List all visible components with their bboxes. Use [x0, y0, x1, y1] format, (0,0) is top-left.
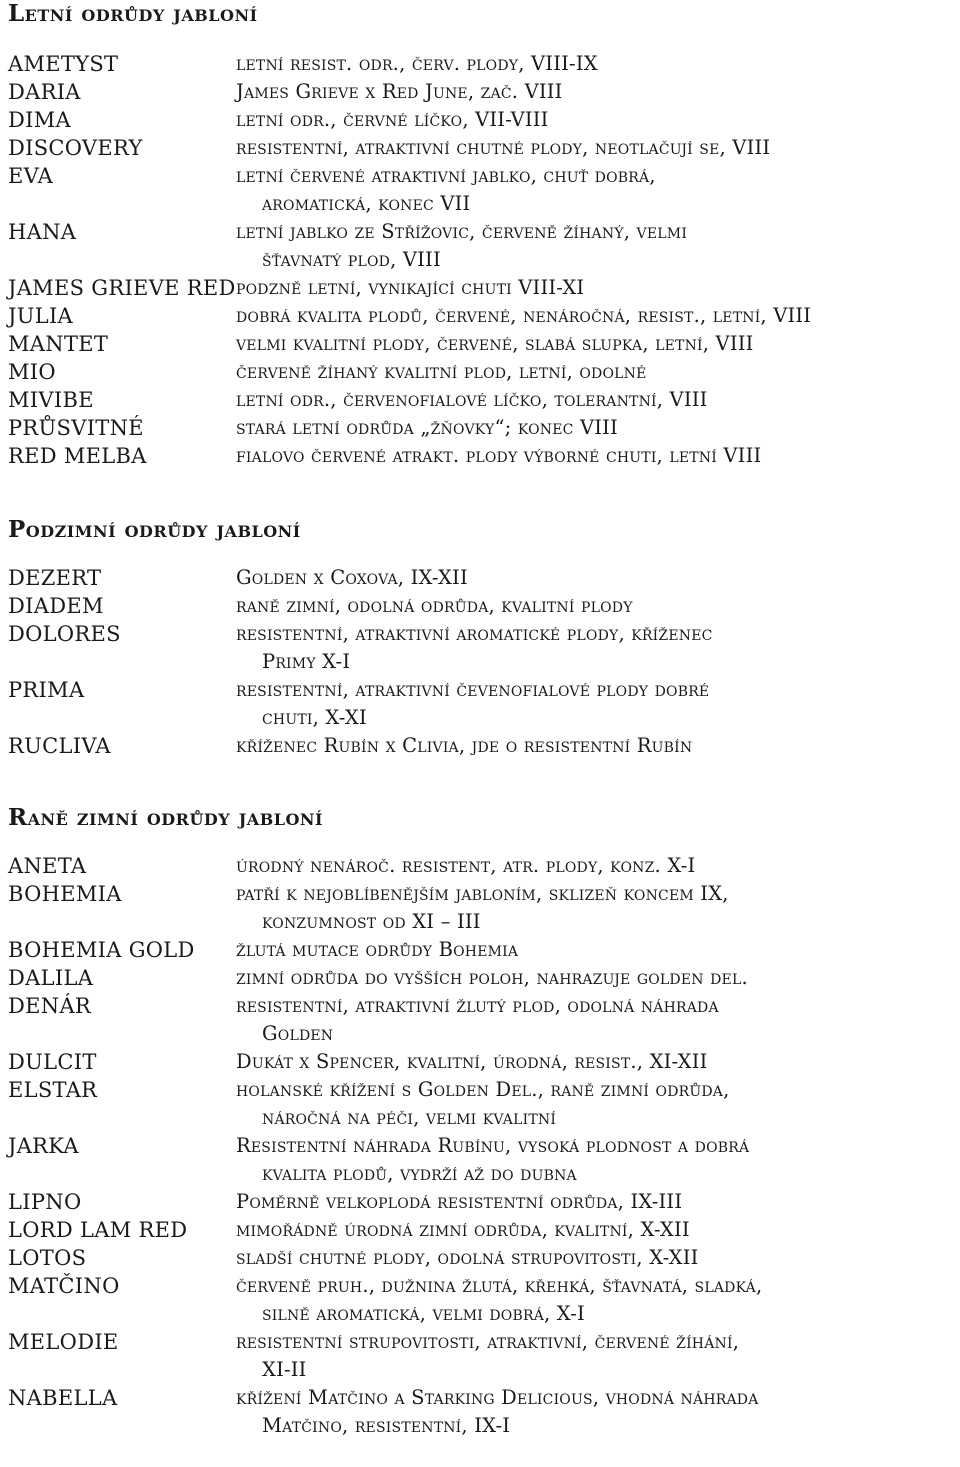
description-line: Poměrně velkoplodá resistentní odrůda, IX-III — [236, 1190, 683, 1213]
variety-name: LIPNO — [8, 1190, 82, 1214]
description-line: aromatická, konec VII — [262, 192, 471, 215]
variety-description — [236, 106, 958, 134]
description-line: letní resist. odr., červ. plody, VIII-IX — [236, 52, 598, 75]
description-line: raně zimní, odolná odrůda, kvalitní plody — [236, 594, 633, 617]
variety-name: JULIA — [8, 304, 74, 328]
variety-description — [236, 442, 958, 470]
variety-name: LORD LAM RED — [8, 1218, 188, 1242]
variety-entry — [8, 1216, 960, 1244]
variety-description — [236, 1328, 958, 1384]
description-line: James Grieve x Red June, zač. VIII — [236, 80, 563, 103]
variety-entry — [8, 386, 960, 414]
description-line: resistentní, atraktivní chutné plody, neotlačují se, VIII — [236, 136, 771, 159]
variety-name: EVA — [8, 164, 54, 188]
variety-name: PRŮSVITNÉ — [8, 416, 144, 440]
variety-name: DIADEM — [8, 594, 104, 618]
variety-name: ELSTAR — [8, 1078, 98, 1102]
variety-entry — [8, 1384, 960, 1440]
variety-entry — [8, 358, 960, 386]
variety-description — [236, 1076, 958, 1132]
variety-entry — [8, 620, 960, 676]
variety-description — [236, 732, 958, 760]
variety-entry — [8, 1328, 960, 1384]
variety-description — [236, 992, 958, 1048]
variety-description — [236, 620, 958, 676]
description-line: křížení Matčino a Starking Delicious, vhodná náhrada — [236, 1386, 759, 1409]
variety-description — [236, 964, 958, 992]
variety-entry — [8, 218, 960, 274]
description-line: holanské křížení s Golden Del., raně zimní odrůda, — [236, 1078, 730, 1101]
variety-description — [236, 330, 958, 358]
description-line: kvalita plodů, vydrží až do dubna — [262, 1162, 577, 1185]
section-autumn-varieties — [8, 516, 960, 760]
variety-description — [236, 162, 958, 218]
variety-name: AMETYST — [8, 52, 119, 76]
variety-description — [236, 274, 958, 302]
variety-list — [8, 852, 960, 1440]
variety-description — [236, 1244, 958, 1272]
variety-entry — [8, 414, 960, 442]
variety-entry — [8, 936, 960, 964]
variety-description — [236, 1132, 958, 1188]
description-line: Dukát x Spencer, kvalitní, úrodná, resist., XI-XII — [236, 1050, 708, 1073]
variety-list — [8, 50, 960, 470]
variety-name: MATČINO — [8, 1274, 120, 1298]
description-line: kříženec Rubín x Clivia, jde o resistentní Rubín — [236, 734, 693, 757]
variety-description — [236, 134, 958, 162]
variety-description — [236, 592, 958, 620]
variety-description — [236, 218, 958, 274]
description-line: letní odr., červné líčko, VII-VIII — [236, 108, 549, 131]
section-summer-varieties — [8, 0, 960, 470]
variety-entry — [8, 442, 960, 470]
section-title: Raně zimní odrůdy jabloní — [8, 804, 324, 831]
variety-entry — [8, 78, 960, 106]
variety-description — [236, 1048, 958, 1076]
variety-list — [8, 564, 960, 760]
description-line: resistentní, atraktivní aromatické plody, kříženec — [236, 622, 713, 645]
variety-name: DEZERT — [8, 566, 102, 590]
description-line: XI-II — [262, 1358, 307, 1381]
description-line: silně aromatická, velmi dobrá, X-I — [262, 1302, 585, 1325]
variety-name: MIVIBE — [8, 388, 94, 412]
description-line: velmi kvalitní plody, červené, slabá slupka, letní, VIII — [236, 332, 754, 355]
description-line: fialovo červené atrakt. plody výborné chuti, letní VIII — [236, 444, 762, 467]
variety-entry — [8, 592, 960, 620]
variety-entry — [8, 1244, 960, 1272]
description-line: Golden x Coxova, IX-XII — [236, 566, 468, 589]
variety-entry — [8, 880, 960, 936]
variety-name: DISCOVERY — [8, 136, 143, 160]
description-line: náročná na péči, velmi kvalitní — [262, 1106, 557, 1129]
description-line: chuti, X-XI — [262, 706, 367, 729]
variety-description — [236, 1272, 958, 1328]
description-line: podzně letní, vynikající chuti VIII-XI — [236, 276, 585, 299]
variety-description — [236, 852, 958, 880]
variety-entry — [8, 1076, 960, 1132]
description-line: letní odr., červenofialové líčko, tolerantní, VIII — [236, 388, 708, 411]
variety-description — [236, 936, 958, 964]
description-line: sladší chutné plody, odolná strupovitosti, X-XII — [236, 1246, 699, 1269]
variety-entry — [8, 1132, 960, 1188]
variety-entry — [8, 1188, 960, 1216]
variety-name: JARKA — [8, 1134, 79, 1158]
description-line: konzumnost od XI – III — [262, 910, 481, 933]
description-line: dobrá kvalita plodů, červené, nenáročná, resist., letní, VIII — [236, 304, 812, 327]
description-line: šťavnatý plod, VIII — [262, 248, 441, 271]
description-line: Primy X-I — [262, 650, 351, 673]
description-line: zimní odrůda do vyšších poloh, nahrazuje golden del. — [236, 966, 748, 989]
variety-entry — [8, 852, 960, 880]
variety-name: HANA — [8, 220, 77, 244]
variety-description — [236, 414, 958, 442]
variety-name: DALILA — [8, 966, 94, 990]
variety-name: JAMES GRIEVE RED — [8, 276, 236, 300]
description-line: mimořádně úrodná zimní odrůda, kvalitní, X-XII — [236, 1218, 690, 1241]
description-line: Resistentní náhrada Rubínu, vysoká plodnost a dobrá — [236, 1134, 750, 1157]
variety-name: BOHEMIA GOLD — [8, 938, 195, 962]
variety-name: DULCIT — [8, 1050, 97, 1074]
variety-name: DOLORES — [8, 622, 121, 646]
variety-description — [236, 1384, 958, 1440]
variety-description — [236, 1188, 958, 1216]
variety-entry — [8, 732, 960, 760]
variety-entry — [8, 50, 960, 78]
variety-description — [236, 78, 958, 106]
variety-entry — [8, 676, 960, 732]
description-line: žlutá mutace odrůdy Bohemia — [236, 938, 519, 961]
variety-entry — [8, 1048, 960, 1076]
variety-description — [236, 386, 958, 414]
description-line: červeně žíhaný kvalitní plod, letní, odolné — [236, 360, 647, 383]
variety-description — [236, 880, 958, 936]
variety-entry — [8, 134, 960, 162]
variety-entry — [8, 992, 960, 1048]
variety-description — [236, 358, 958, 386]
variety-description — [236, 50, 958, 78]
variety-entry — [8, 1272, 960, 1328]
variety-description — [236, 1216, 958, 1244]
description-line: letní jablko ze Střížovic, červeně žíhaný, velmi — [236, 220, 688, 243]
variety-name: BOHEMIA — [8, 882, 122, 906]
variety-name: MIO — [8, 360, 56, 384]
variety-name: PRIMA — [8, 678, 85, 702]
description-line: stará letní odrůda „žňovky“; konec VIII — [236, 416, 618, 439]
variety-description — [236, 302, 958, 330]
variety-name: DARIA — [8, 80, 81, 104]
variety-name: RUCLIVA — [8, 734, 111, 758]
section-title: Letní odrůdy jabloní — [8, 0, 258, 27]
variety-name: RED MELBA — [8, 444, 147, 468]
description-line: letní červené atraktivní jablko, chuť dobrá, — [236, 164, 656, 187]
section-early-winter-varieties — [8, 804, 960, 1440]
variety-description — [236, 564, 958, 592]
variety-entry — [8, 162, 960, 218]
description-line: úrodný nenároč. resistent, atr. plody, konz. X-I — [236, 854, 696, 877]
variety-entry — [8, 330, 960, 358]
description-line: Golden — [262, 1022, 334, 1045]
description-line: červeně pruh., dužnina žlutá, křehká, šťavnatá, sladká, — [236, 1274, 763, 1297]
description-line: Matčino, resistentní, IX-I — [262, 1414, 511, 1437]
variety-name: DENÁR — [8, 994, 92, 1018]
variety-name: ANETA — [8, 854, 87, 878]
description-line: patří k nejoblíbenějším jabloním, sklizeň koncem IX, — [236, 882, 729, 905]
variety-entry — [8, 564, 960, 592]
variety-description — [236, 676, 958, 732]
description-line: resistentní, atraktivní čevenofialové plody dobré — [236, 678, 710, 701]
variety-name: LOTOS — [8, 1246, 87, 1270]
variety-entry — [8, 106, 960, 134]
variety-name: NABELLA — [8, 1386, 118, 1410]
variety-name: MELODIE — [8, 1330, 119, 1354]
description-line: resistentní strupovitosti, atraktivní, červené žíhání, — [236, 1330, 740, 1353]
description-line: resistentní, atraktivní žlutý plod, odolná náhrada — [236, 994, 719, 1017]
variety-entry — [8, 302, 960, 330]
variety-entry — [8, 964, 960, 992]
variety-name: MANTET — [8, 332, 109, 356]
section-title: Podzimní odrůdy jabloní — [8, 516, 301, 543]
variety-name: DIMA — [8, 108, 72, 132]
variety-entry — [8, 274, 960, 302]
